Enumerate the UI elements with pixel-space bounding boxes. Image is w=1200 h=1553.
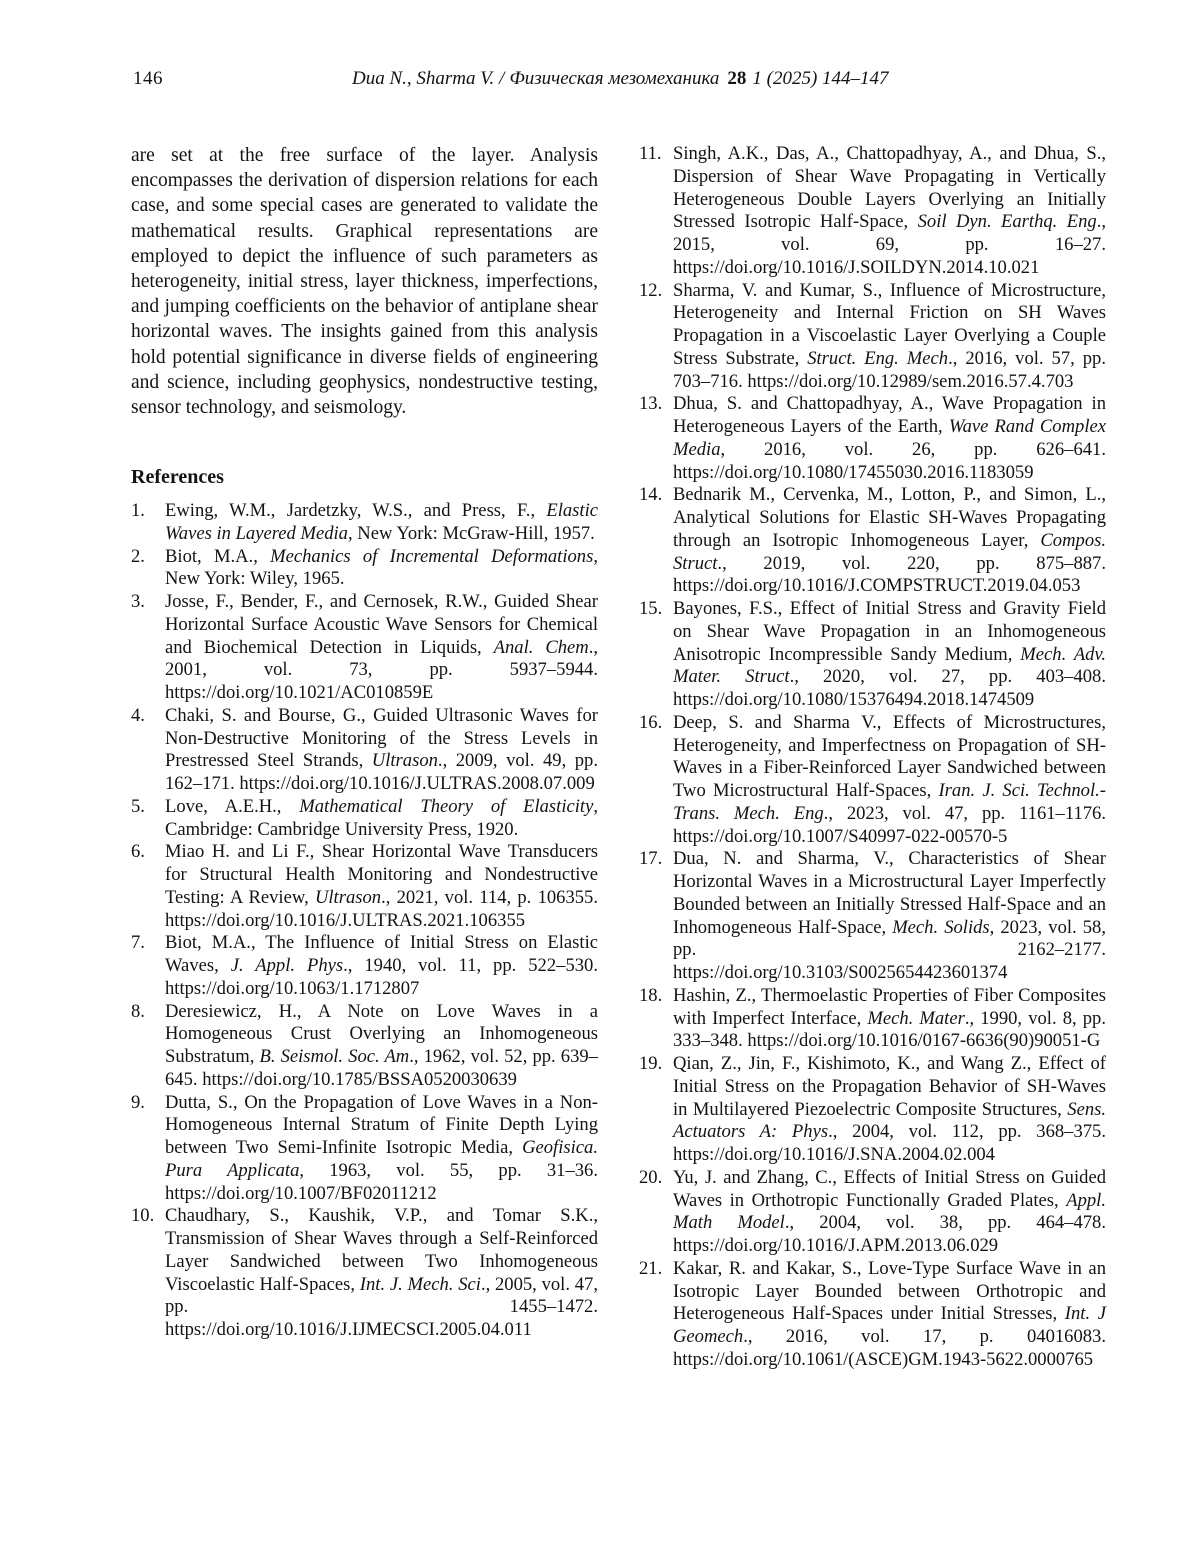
running-head-journal: Физическая мезомеханика	[509, 68, 720, 89]
reference-text: Dutta, S., On the Propagation of Love Waves in a Non-Homogeneous Internal Stratum of Finite Depth Lying between Two Semi-Infinite Isotropic Media, Geofisica. Pura Applicata, 1963, vol. 55, pp. 31–36. https://doi.org/10.1007/BF02011212	[165, 1091, 598, 1204]
reference-text: Qian, Z., Jin, F., Kishimoto, K., and Wang Z., Effect of Initial Stress on the Propagation Behavior of SH-Waves in Multilayered Piezoelectric Composite Structures, Sens. Actuators A: Phys., 2004, vol. 112, pp. 368–375. https://doi.org/10.1016/J.SNA.2004.02.004	[673, 1053, 1106, 1165]
reference-item	[639, 598, 1106, 712]
reference-text: Chaudhary, S., Kaushik, V.P., and Tomar S.K., Transmission of Shear Waves through a Self-Reinforced Layer Sandwiched between Two Inhomogeneous Viscoelastic Half-Spaces, Int. J. Mech. Sci., 2005, vol. 47, pp. 1455–1472. https://doi.org/10.1016/J.IJMECSCI.2005.04.011	[165, 1205, 598, 1341]
reference-number: 18.	[639, 984, 663, 1006]
two-column-body	[131, 143, 1106, 1372]
reference-number: 2.	[131, 545, 145, 567]
running-head	[352, 68, 889, 90]
reference-number: 13.	[639, 393, 663, 415]
reference-number: 11.	[639, 143, 662, 164]
reference-item	[639, 1258, 1106, 1372]
reference-item	[639, 280, 1106, 394]
reference-number: 6.	[131, 841, 145, 863]
reference-number: 9.	[131, 1091, 145, 1113]
running-head-authors: Dua N., Sharma V.	[352, 68, 495, 89]
reference-text: Ewing, W.M., Jardetzky, W.S., and Press, F., Elastic Waves in Layered Media, New York: McGraw-Hill, 1957.	[165, 500, 598, 544]
running-head-separator: /	[499, 68, 505, 89]
reference-number: 14.	[639, 484, 663, 506]
reference-text: Dua, N. and Sharma, V., Characteristics of Shear Horizontal Waves in a Microstructural Layer Imperfectly Bounded between an Initially Stressed Half-Space and an Inhomogeneous Half-Space, Mech. Solids, 2023, vol. 58, pp. 2162–2177. https://doi.org/10.3103/S0025654423601374	[673, 848, 1106, 983]
reference-item	[131, 591, 598, 705]
reference-text: Miao H. and Li F., Shear Horizontal Wave Transducers for Structural Health Monitoring and Nondestructive Testing: A Review, Ultrason., 2021, vol. 114, p. 106355. https://doi.org/10.1016/J.ULTRAS.2021.106355	[165, 841, 598, 931]
reference-item	[131, 1205, 598, 1342]
reference-number: 20.	[639, 1166, 663, 1188]
reference-number: 10.	[131, 1205, 155, 1227]
running-head-issue-year-pages: 1 (2025) 144–147	[752, 68, 889, 89]
reference-number: 5.	[131, 795, 145, 817]
reference-number: 15.	[639, 598, 663, 619]
reference-number: 17.	[639, 848, 663, 870]
reference-number: 4.	[131, 704, 145, 726]
reference-number: 7.	[131, 932, 145, 954]
reference-item	[131, 841, 598, 932]
reference-item	[131, 1092, 598, 1206]
reference-number: 19.	[639, 1053, 663, 1074]
reference-text: Bayones, F.S., Effect of Initial Stress and Gravity Field on Shear Wave Propagation in an Inhomogeneous Anisotropic Incompressible Sandy Medium, Mech. Adv. Mater. Struct., 2020, vol. 27, pp. 403–408. https://doi.org/10.1080/15376494.2018.1474509	[673, 598, 1106, 710]
reference-text: Hashin, Z., Thermoelastic Properties of Fiber Composites with Imperfect Interface, Mech. Mater., 1990, vol. 8, pp. 333–348. https://doi.org/10.1016/0167-6636(90)90051-G	[673, 984, 1107, 1052]
reference-item	[639, 848, 1106, 985]
reference-text: Sharma, V. and Kumar, S., Influence of Microstructure, Heterogeneity and Internal Friction on SH Waves Propagation in a Viscoelastic Layer Overlying a Couple Stress Substrate, Struct. Eng. Mech., 2016, vol. 57, pp. 703–716. https://doi.org/10.12989/sem.2016.57.4.703	[673, 279, 1106, 392]
reference-text: Yu, J. and Zhang, C., Effects of Initial Stress on Guided Waves in Orthotropic Functionally Graded Plates, Appl. Math Model., 2004, vol. 38, pp. 464–478. https://doi.org/10.1016/J.APM.2013.06.029	[673, 1166, 1106, 1256]
page-number: 146	[133, 68, 163, 89]
reference-text: Deep, S. and Sharma V., Effects of Microstructures, Heterogeneity, and Imperfectness on Propagation of SH-Waves in a Fiber-Reinforced Layer Sandwiched between Two Microstructural Half-Spaces, Iran. J. Sci. Technol.-Trans. Mech. Eng., 2023, vol. 47, pp. 1161–1176. https://doi.org/10.1007/S40997-022-00570-5	[673, 711, 1106, 847]
reference-item	[131, 546, 598, 592]
reference-item	[639, 143, 1106, 280]
reference-item	[131, 500, 598, 546]
reference-text: Deresiewicz, H., A Note on Love Waves in a Homogeneous Crust Overlying an Inhomogeneous Substratum, B. Seismol. Soc. Am., 1962, vol. 52, pp. 639–645. https://doi.org/10.1785/BSSA0520030639	[165, 1000, 598, 1090]
reference-item	[639, 484, 1106, 598]
reference-text: Bednarik M., Cervenka, M., Lotton, P., and Simon, L., Analytical Solutions for Elastic SH-Waves Propagating through an Isotropic Inhomogeneous Layer, Compos. Struct., 2019, vol. 220, pp. 875–887. https://doi.org/10.1016/J.COMPSTRUCT.2019.04.053	[673, 484, 1106, 597]
reference-item	[639, 393, 1106, 484]
reference-item	[131, 1001, 598, 1092]
page-header	[133, 68, 1108, 98]
abstract-continuation-paragraph: are set at the free surface of the layer. Analysis encompasses the derivation of dispersion relations for each case, and some special cases are generated to validate the mathematical results. Graphical representations are employed to depict the influence of such parameters as heterogeneity, initial stress, layer thickness, imperfections, and jumping coefficients on the behavior of antiplane shear horizontal waves. The insights gained from this analysis hold potential significance in diverse fields of engineering and science, including geophysics, nondestructive testing, sensor technology, and seismology.	[131, 145, 598, 419]
reference-text: Dhua, S. and Chattopadhyay, A., Wave Propagation in Heterogeneous Layers of the Earth, Wave Rand Complex Media, 2016, vol. 26, pp. 626–641. https://doi.org/10.1080/17455030.2016.1183059	[673, 393, 1106, 483]
reference-item	[131, 705, 598, 796]
reference-text: Biot, M.A., Mechanics of Incremental Deformations, New York: Wiley, 1965.	[165, 545, 598, 590]
reference-item	[639, 1167, 1106, 1258]
references-list-left	[131, 500, 598, 1342]
reference-text: Singh, A.K., Das, A., Chattopadhyay, A., and Dhua, S., Dispersion of Shear Wave Propagating in Vertically Heterogeneous Double Layers Overlying an Initially Stressed Isotropic Half-Space, Soil Dyn. Earthq. Eng., 2015, vol. 69, pp. 16–27. https://doi.org/10.1016/J.SOILDYN.2014.10.021	[673, 143, 1106, 278]
reference-item	[639, 985, 1106, 1053]
right-column	[639, 143, 1106, 1372]
reference-number: 21.	[639, 1257, 663, 1279]
reference-number: 12.	[639, 279, 663, 301]
reference-item	[131, 796, 598, 842]
reference-number: 1.	[131, 500, 145, 522]
reference-number: 16.	[639, 711, 663, 733]
reference-text: Chaki, S. and Bourse, G., Guided Ultrasonic Waves for Non-Destructive Monitoring of the Stress Levels in Prestressed Steel Strands, Ultrason., 2009, vol. 49, pp. 162–171. https://doi.org/10.1016/J.ULTRAS.2008.07.009	[165, 704, 598, 795]
reference-item	[131, 932, 598, 1000]
references-heading: References	[131, 466, 224, 489]
reference-number: 8.	[131, 1000, 145, 1022]
reference-text: Biot, M.A., The Influence of Initial Stress on Elastic Waves, J. Appl. Phys., 1940, vol. 11, pp. 522–530. https://doi.org/10.1063/1.1712807	[165, 932, 598, 999]
reference-item	[639, 1053, 1106, 1167]
reference-item	[639, 712, 1106, 849]
reference-number: 3.	[131, 591, 145, 613]
left-column	[131, 143, 598, 1372]
reference-text: Love, A.E.H., Mathematical Theory of Elasticity, Cambridge: Cambridge University Press, 1920.	[165, 795, 598, 840]
references-list-right	[639, 143, 1106, 1372]
running-head-volume: 28	[727, 68, 747, 89]
reference-text: Kakar, R. and Kakar, S., Love-Type Surface Wave in an Isotropic Layer Bounded between Orthotropic and Heterogeneous Half-Spaces under Initial Stresses, Int. J Geomech., 2016, vol. 17, p. 04016083. https://doi.org/10.1061/(ASCE)GM.1943-5622.0000765	[673, 1257, 1106, 1370]
reference-text: Josse, F., Bender, F., and Cernosek, R.W., Guided Shear Horizontal Surface Acoustic Wave Sensors for Chemical and Biochemical Detection in Liquids, Anal. Chem., 2001, vol. 73, pp. 5937–5944. https://doi.org/10.1021/AC010859E	[165, 591, 599, 704]
